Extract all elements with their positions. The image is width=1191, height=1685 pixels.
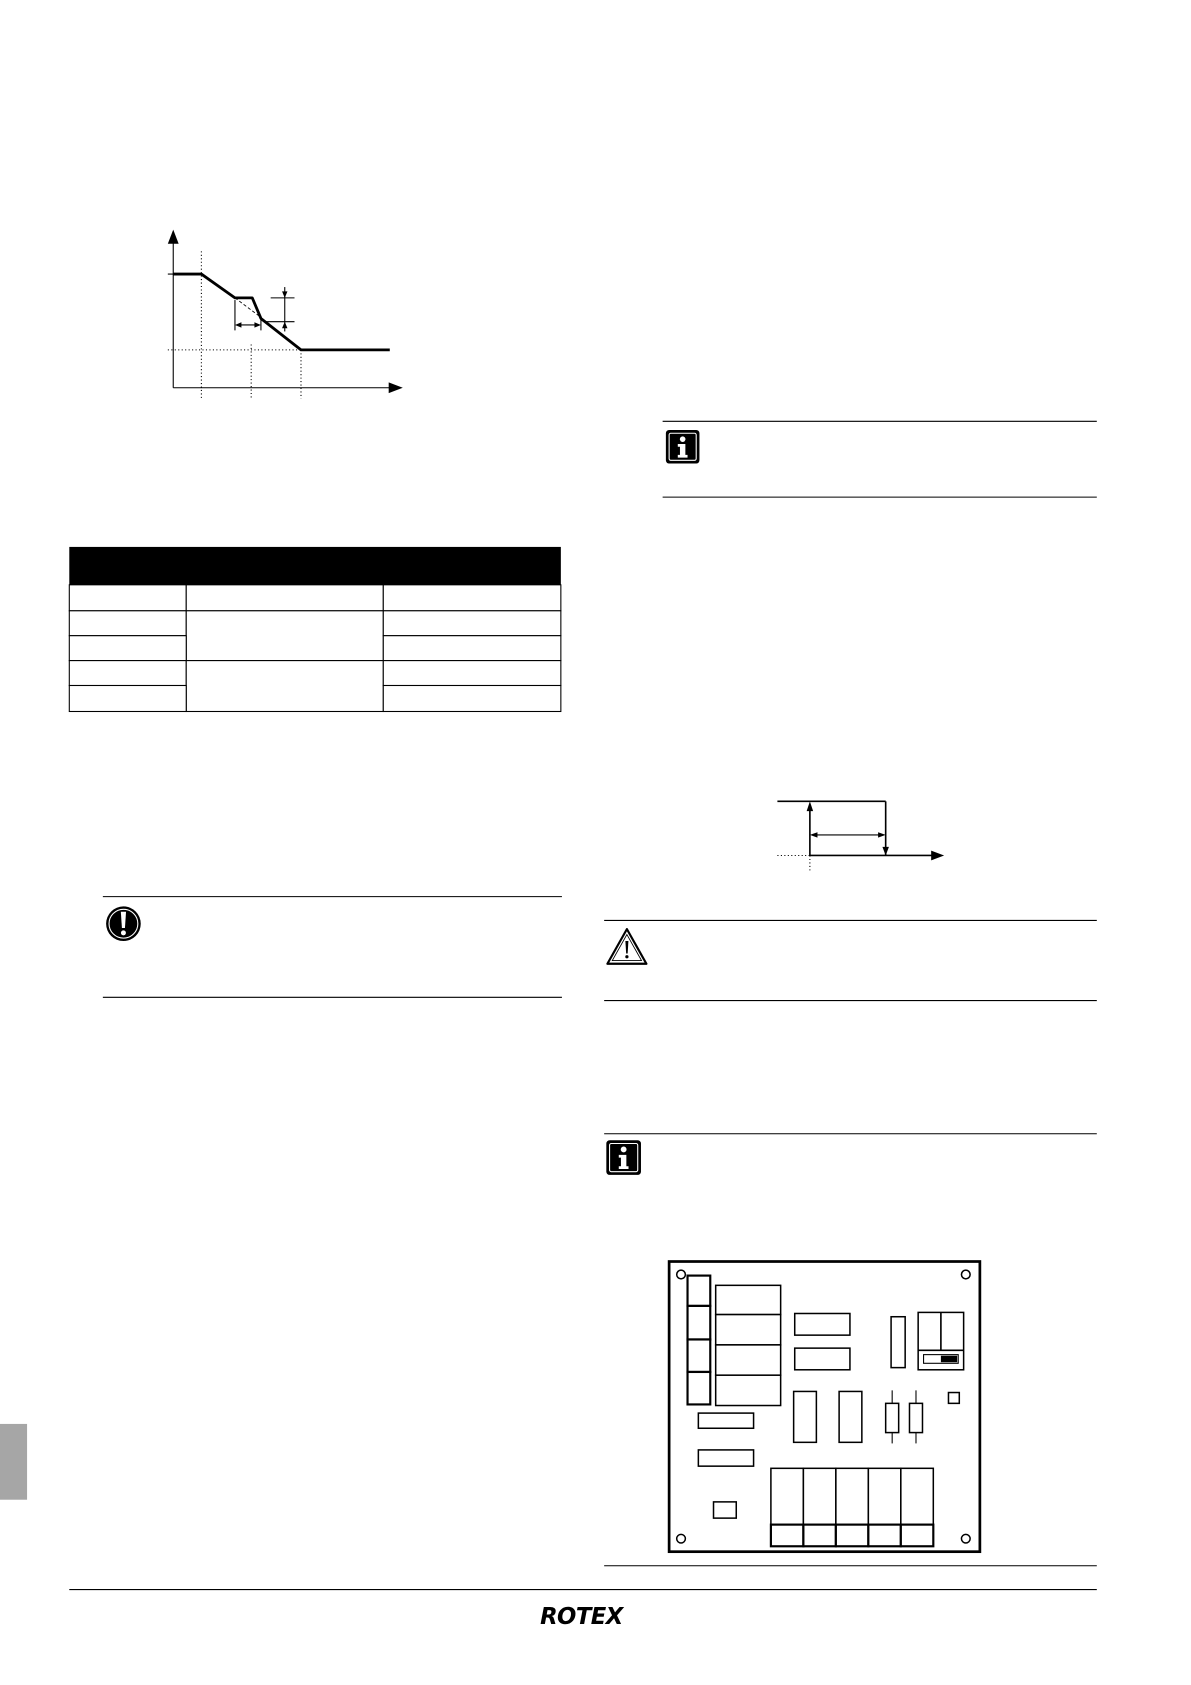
mounting-hole: [677, 1534, 686, 1543]
connector-block: [688, 1276, 711, 1306]
curve-line: [173, 274, 390, 350]
table-cell: [383, 585, 561, 611]
x-axis-arrowhead: [389, 382, 403, 393]
mounting-hole: [961, 1534, 970, 1543]
terminal-block: [716, 1315, 781, 1345]
table-cell-merged: [186, 661, 383, 712]
relay-terminal: [836, 1525, 868, 1547]
dip-switch-lever: [941, 1356, 957, 1362]
relay: [901, 1468, 933, 1524]
warning-triangle-icon: [607, 929, 646, 964]
pulse-time-axis-arrowhead: [931, 851, 944, 861]
info-icon: [666, 430, 700, 464]
component-rect: [795, 1348, 850, 1370]
table-cell: [69, 686, 186, 712]
dimension-arrowhead-right: [254, 322, 260, 327]
pulse-falling-arrowhead: [882, 847, 888, 856]
table-cell: [69, 661, 186, 686]
relay: [771, 1468, 803, 1524]
relay: [803, 1468, 835, 1524]
table-cell: [383, 661, 561, 686]
dimension-arrowhead-bottom: [282, 322, 287, 328]
table-cell: [69, 585, 186, 611]
table-cell: [186, 585, 383, 611]
relay-terminal: [771, 1525, 803, 1547]
component-rect: [698, 1413, 753, 1428]
table-cell: [69, 636, 186, 661]
mounting-hole: [677, 1270, 686, 1279]
relay-terminal: [868, 1525, 900, 1547]
curve-diagram: [168, 230, 403, 399]
terminal-block: [716, 1375, 781, 1405]
pulse-width-arrowhead-right: [878, 832, 886, 837]
terminal-stack: [716, 1285, 781, 1405]
relay-terminal: [803, 1525, 835, 1547]
warning-box: [604, 920, 1097, 1000]
component-rect: [795, 1313, 850, 1335]
pulse-rising-arrowhead: [807, 801, 813, 811]
pulse-diagram: [777, 801, 944, 872]
connector-block: [688, 1306, 711, 1340]
table-cell: [69, 611, 186, 636]
exclamation-circle-icon: [106, 906, 141, 941]
pulse-width-arrowhead-left: [810, 832, 818, 837]
mounting-hole: [961, 1270, 970, 1279]
table-cell: [383, 611, 561, 636]
dip-switch: [918, 1312, 963, 1369]
info-box-lower: [604, 1134, 1097, 1175]
small-component: [714, 1502, 737, 1518]
relay: [836, 1468, 868, 1524]
connector-block: [688, 1372, 711, 1404]
footer-logo: ROTEX: [540, 1604, 623, 1631]
relay: [868, 1468, 900, 1524]
table-cell-merged: [186, 611, 383, 661]
relay-terminal: [901, 1525, 933, 1547]
connector-block: [688, 1339, 711, 1371]
table-row: [69, 585, 561, 611]
table-cell: [383, 636, 561, 661]
connector-strip: [688, 1276, 711, 1405]
table-header: [69, 547, 561, 585]
terminal-block: [716, 1285, 781, 1314]
relay-bank: [771, 1468, 933, 1546]
small-component: [948, 1393, 959, 1404]
info-icon: [606, 1140, 641, 1175]
y-axis-arrowhead: [168, 230, 179, 244]
ic-chip: [839, 1391, 862, 1442]
narrow-component: [891, 1317, 905, 1368]
pcb-diagram: [669, 1262, 980, 1552]
table-cell: [383, 686, 561, 712]
component-rect: [698, 1450, 753, 1466]
dimension-arrowhead-top: [282, 291, 287, 297]
terminal-block: [716, 1345, 781, 1375]
notice-box: [103, 897, 562, 998]
settings-table: [69, 547, 561, 712]
chapter-side-tab: [0, 1424, 27, 1500]
ic-chip: [794, 1391, 817, 1442]
info-box-top: [663, 421, 1097, 497]
dimension-arrowhead-left: [235, 322, 241, 327]
